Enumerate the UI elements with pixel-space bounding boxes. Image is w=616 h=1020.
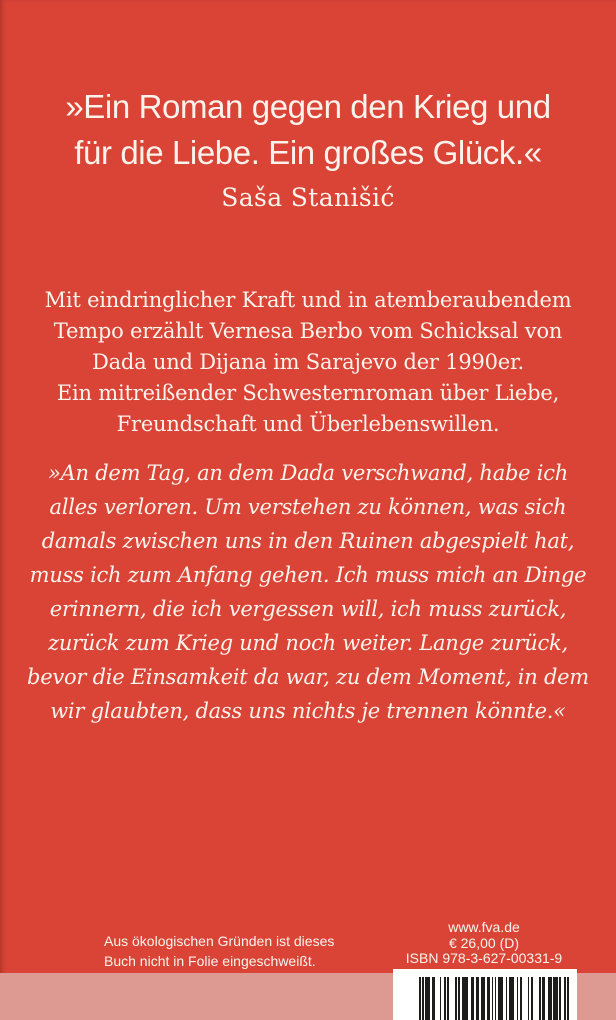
blurb-line: Freundschaft und Überlebenswillen.	[116, 412, 500, 436]
excerpt-line: bevor die Einsamkeit da war, zu dem Moment, in dem	[27, 665, 589, 689]
excerpt-line: »An dem Tag, an dem Dada verschwand, habe ich	[48, 461, 568, 485]
book-excerpt	[0, 456, 616, 728]
publisher-website: www.fva.de	[448, 919, 520, 935]
eco-note-line-1: Aus ökologischen Gründen ist dieses	[104, 933, 335, 949]
excerpt-line: erinnern, die ich vergessen will, ich muss zurück,	[49, 597, 567, 621]
barcode-bars	[419, 977, 569, 1020]
excerpt-line: wir glaubten, dass uns nichts je trennen könnte.«	[50, 699, 566, 723]
eco-note-line-2: Buch nicht in Folie eingeschweißt.	[104, 953, 316, 969]
blurb-line: Ein mitreißender Schwesternroman über Liebe,	[56, 381, 560, 405]
excerpt-line: alles verloren. Um verstehen zu können, was sich	[49, 495, 567, 519]
isbn: ISBN 978-3-627-00331-9	[405, 950, 563, 966]
price: € 26,00 (D)	[448, 934, 520, 951]
eco-note	[104, 931, 334, 971]
endorsement-line-2: für die Liebe. Ein großes Glück.«	[74, 134, 542, 171]
excerpt-line: zurück zum Krieg und noch weiter. Lange zurück,	[48, 631, 568, 655]
excerpt-line: muss ich zum Anfang gehen. Ich muss mich an Dinge	[29, 563, 587, 587]
publisher-blurb	[0, 285, 616, 440]
excerpt-line: damals zwischen uns in den Ruinen abgespielt hat,	[41, 529, 575, 553]
endorsement-attribution: Saša Stanišić	[221, 183, 395, 212]
blurb-line: Tempo erzählt Vernesa Berbo vom Schicksal von	[53, 319, 563, 343]
blurb-line: Dada und Dijana im Sarajevo der 1990er.	[91, 350, 525, 374]
barcode	[393, 969, 577, 1020]
imprint-block	[376, 920, 592, 967]
blurb-line: Mit eindringlicher Kraft und in atemberaubendem	[44, 288, 572, 312]
endorsement-quote	[0, 84, 616, 213]
endorsement-line-1: »Ein Roman gegen den Krieg und	[65, 88, 551, 125]
